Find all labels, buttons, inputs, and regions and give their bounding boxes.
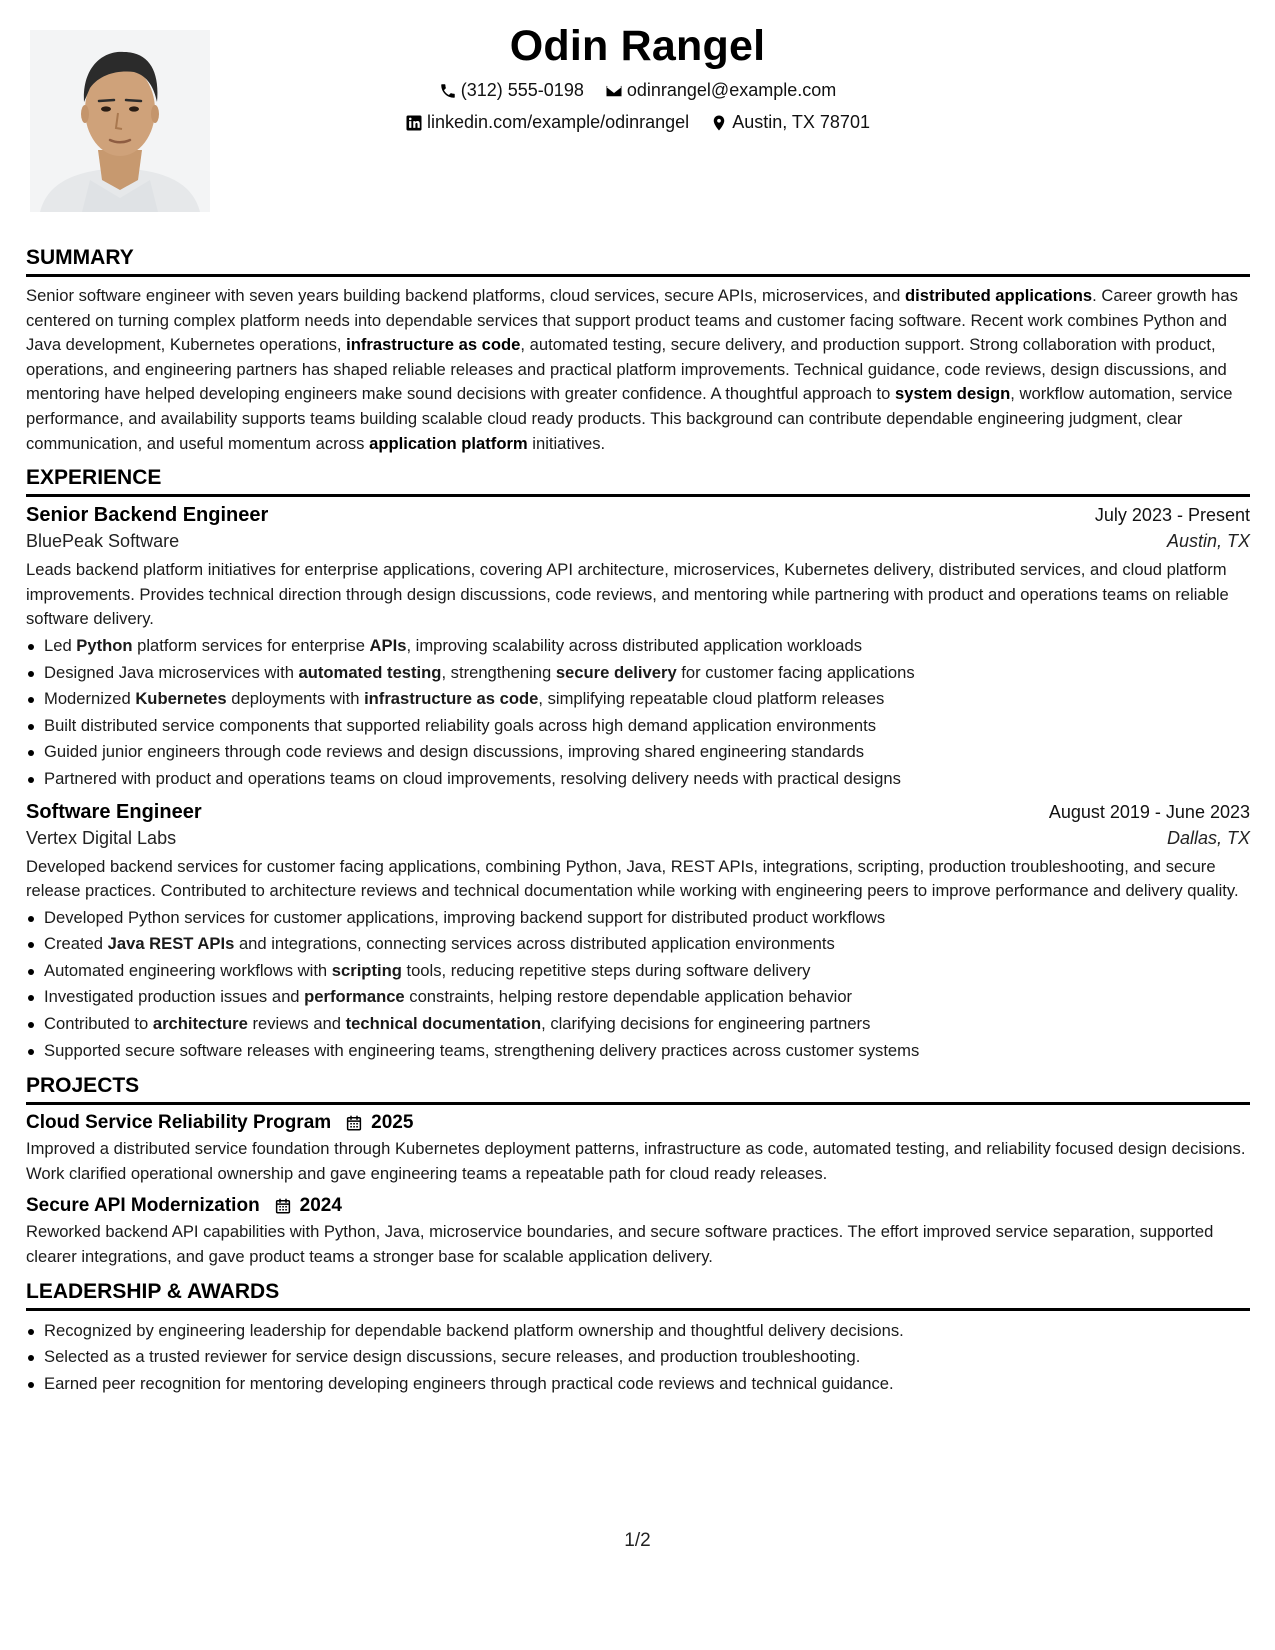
text-segment: , strengthening — [441, 662, 556, 682]
job-title: Software Engineer — [26, 800, 202, 823]
linkedin-contact[interactable] — [405, 112, 689, 133]
text-segment: Guided junior engineers through code reviews and design discussions, improving shared engineering standards — [44, 742, 865, 762]
bullet-item — [26, 958, 1250, 985]
emphasis-text: infrastructure as code — [364, 689, 539, 709]
text-segment: , simplifying repeatable cloud platform releases — [538, 689, 885, 709]
text-segment: Supported secure software releases with engineering teams, strengthening delivery practices across customer systems — [44, 1040, 920, 1060]
bullet-item — [26, 660, 1250, 687]
bullet-item — [26, 984, 1250, 1011]
job-description: Leads backend platform initiatives for enterprise applications, covering API architecture, microservices, Kubernetes delivery, distributed services, and cloud platform improvements. Provides technical direction through design discussions, code reviews, and mentoring while partnering with product and operations teams on reliable software delivery. — [26, 560, 1229, 629]
text-segment: tools, reducing repetitive steps during software delivery — [401, 960, 811, 980]
summary-section — [26, 246, 1250, 456]
emphasis-text: automated testing — [298, 662, 442, 682]
job-description: Developed backend services for customer facing applications, combining Python, Java, REST APIs, integrations, scripting, production troubleshooting, and secure release practices. Contributed to architecture reviews and technical documentation while working with engineering peers to improve performance and delivery quality. — [26, 856, 1239, 901]
bullet-item — [26, 633, 1250, 660]
job-header — [26, 801, 1250, 824]
awards-list — [26, 1318, 1250, 1398]
award-item: Recognized by engineering leadership for dependable backend platform ownership and thoughtful delivery decisions. — [26, 1318, 1250, 1345]
text-segment: Modernized — [44, 689, 136, 709]
projects-section — [26, 1074, 1250, 1269]
project-name: Cloud Service Reliability Program — [26, 1112, 332, 1134]
job-subheader — [26, 828, 1250, 849]
job-dates: July 2023 - Present — [1094, 505, 1250, 526]
text-segment: , improving scalability across distributed application workloads — [406, 635, 863, 655]
bullet-item — [26, 713, 1250, 740]
text-segment: . Career growth has centered on turning complex platform needs into dependable services that support product teams and customer facing software. Recent work combines Python and Java development, Kubernetes operations, — [26, 286, 1238, 355]
location-contact — [710, 112, 870, 133]
text-segment: Senior software engineer with seven years building backend platforms, cloud services, secure APIs, microservices, and — [26, 286, 905, 305]
emphasis-text: APIs — [369, 635, 407, 655]
job-title: Senior Backend Engineer — [26, 504, 269, 527]
job-location: Dallas, TX — [1166, 827, 1250, 848]
bullet-item — [26, 686, 1250, 713]
company-name: Vertex Digital Labs — [26, 827, 177, 848]
text-segment: Contributed to — [44, 1014, 153, 1034]
project-header — [26, 1195, 1250, 1217]
text-segment: deployments with — [226, 689, 365, 709]
text-segment: Led — [44, 635, 77, 655]
text-segment: for customer facing applications — [676, 662, 915, 682]
calendar-icon — [345, 1114, 363, 1132]
text-segment: initiatives. — [527, 433, 606, 453]
emphasis-text: system design — [895, 384, 1011, 404]
awards-section — [26, 1280, 1250, 1398]
award-item: Selected as a trusted reviewer for service design discussions, secure releases, and production troubleshooting. — [26, 1344, 1250, 1371]
contact-line-secondary — [0, 112, 1275, 137]
job-location: Austin, TX — [1166, 531, 1250, 552]
job-header — [26, 504, 1250, 527]
text-segment: platform services for enterprise — [132, 635, 370, 655]
emphasis-text: secure delivery — [555, 662, 677, 682]
text-segment: Automated engineering workflows with — [44, 960, 332, 980]
project-entry — [26, 1195, 1250, 1269]
project-description: Improved a distributed service foundation through Kubernetes deployment patterns, infrastructure as code, automated testing, and reliability focused design decisions. Work clarified operational ownership and gave engineering teams a repeatable path for cloud ready releases. — [26, 1139, 1246, 1183]
envelope-icon — [605, 82, 623, 100]
emphasis-text: application platform — [369, 433, 528, 453]
email-address: odinrangel@example.com — [626, 80, 837, 100]
job-bullets — [26, 633, 1250, 793]
text-segment: , clarifying decisions for engineering partners — [541, 1014, 871, 1034]
resume-body — [26, 246, 1250, 1407]
text-segment: Investigated production issues and — [44, 987, 305, 1007]
page-number: 1/2 — [624, 1530, 651, 1551]
section-title-experience: EXPERIENCE — [26, 466, 1250, 497]
text-segment: Partnered with product and operations teams on cloud improvements, resolving delivery needs with practical designs — [44, 768, 901, 788]
section-title-awards: LEADERSHIP & AWARDS — [26, 1280, 1250, 1311]
job-subheader — [26, 531, 1250, 552]
job-entry — [26, 801, 1250, 1065]
bullet-item — [26, 766, 1250, 793]
job-dates: August 2019 - June 2023 — [1048, 801, 1250, 822]
experience-section — [26, 466, 1250, 1064]
bullet-item — [26, 905, 1250, 932]
text-segment: Built distributed service components that supported reliability goals across high demand application environments — [44, 715, 876, 735]
award-item: Earned peer recognition for mentoring developing engineers through practical code reviews and technical guidance. — [26, 1371, 1250, 1398]
project-year: 2025 — [371, 1112, 414, 1134]
emphasis-text: Java REST APIs — [107, 934, 235, 954]
emphasis-text: distributed applications — [904, 286, 1093, 305]
emphasis-text: architecture — [152, 1014, 248, 1034]
project-entry — [26, 1112, 1250, 1186]
phone-number: (312) 555-0198 — [460, 80, 584, 100]
bullet-item — [26, 1011, 1250, 1038]
phone-contact[interactable] — [439, 80, 584, 101]
contact-line-primary — [0, 80, 1275, 105]
linkedin-url: linkedin.com/example/odinrangel — [427, 112, 690, 132]
bullet-item — [26, 931, 1250, 958]
bullet-item — [26, 739, 1250, 766]
text-segment: Developed Python services for customer applications, improving backend support for distributed product workflows — [44, 907, 886, 927]
location-text: Austin, TX 78701 — [732, 112, 870, 132]
project-header — [26, 1112, 1250, 1134]
phone-icon — [439, 82, 457, 100]
emphasis-text: performance — [304, 987, 405, 1007]
text-segment: and integrations, connecting services across distributed application environments — [234, 934, 835, 954]
job-list — [26, 504, 1250, 1064]
company-name: BluePeak Software — [26, 531, 180, 552]
email-contact[interactable] — [605, 80, 836, 101]
text-segment: constraints, helping restore dependable application behavior — [404, 987, 853, 1007]
emphasis-text: scripting — [331, 960, 402, 980]
section-title-projects: PROJECTS — [26, 1074, 1250, 1105]
project-year: 2024 — [299, 1195, 342, 1217]
map-pin-icon — [710, 114, 728, 132]
calendar-icon — [274, 1197, 292, 1215]
summary-text — [26, 284, 1250, 456]
section-title-summary: SUMMARY — [26, 246, 1250, 277]
text-segment: , workflow automation, service performance, and availability supports teams building scalable cloud ready products. This background can contribute dependable engineering judgment, clear communication, and useful momentum across — [26, 384, 1233, 453]
project-description: Reworked backend API capabilities with Python, Java, microservice boundaries, and secure software practices. The effort improved service separation, supported clearer integrations, and gave product teams a stronger base for scalable application delivery. — [26, 1222, 1214, 1267]
text-segment: Created — [44, 934, 108, 954]
candidate-name: Odin Rangel — [509, 22, 766, 70]
bullet-item — [26, 1038, 1250, 1065]
job-entry — [26, 504, 1250, 792]
emphasis-text: Kubernetes — [135, 689, 227, 709]
emphasis-text: infrastructure as code — [346, 335, 521, 355]
text-segment: reviews and — [247, 1014, 346, 1034]
emphasis-text: Python — [76, 635, 133, 655]
linkedin-icon — [405, 114, 423, 132]
emphasis-text: technical documentation — [345, 1014, 542, 1034]
text-segment: Designed Java microservices with — [44, 662, 299, 682]
job-bullets — [26, 905, 1250, 1065]
text-segment: , automated testing, secure delivery, and production support. Strong collaboration with product, operations, and engineering partners has shaped reliable releases and practical platform improvements. Technical guidance, code reviews, design discussions, and mentoring have helped developing engineers make sound decisions with greater confidence. A thoughtful approach to — [26, 335, 1227, 404]
project-list — [26, 1112, 1250, 1269]
project-name: Secure API Modernization — [26, 1195, 260, 1217]
